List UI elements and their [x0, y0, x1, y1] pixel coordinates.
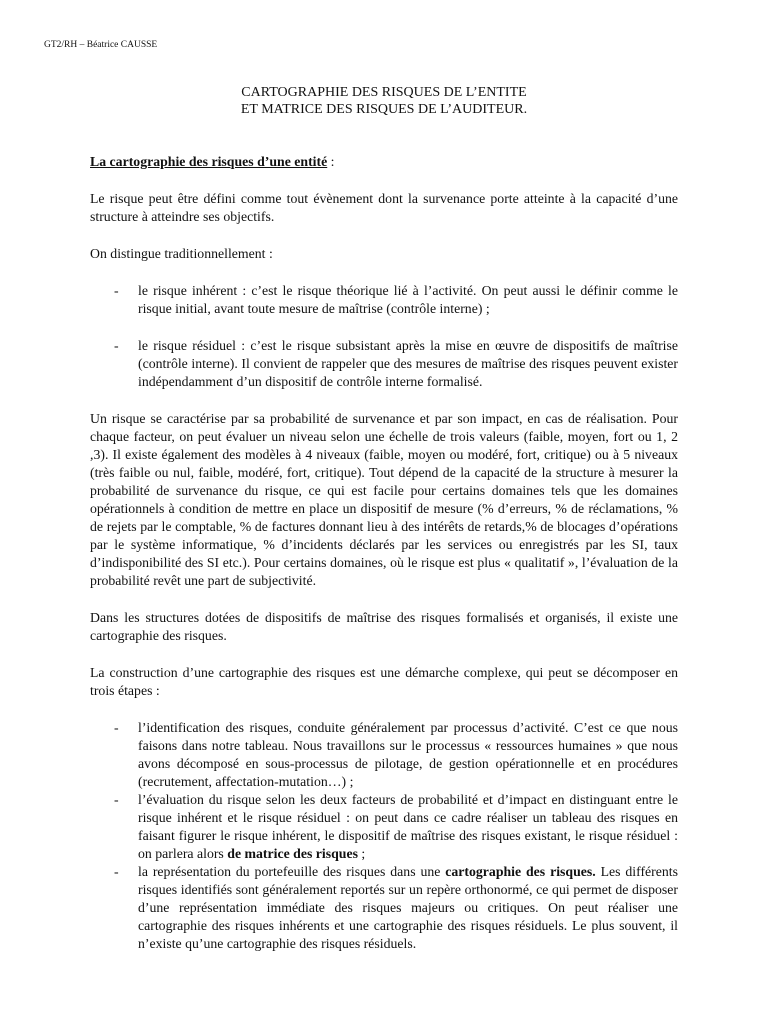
title-line-1: CARTOGRAPHIE DES RISQUES DE L’ENTITE — [241, 85, 527, 100]
risk-evaluation-paragraph: Un risque se caractérise par sa probabilité de survenance et par son impact, en cas de réalisation. Pour chaque facteur, on peut évaluer un niveau selon une échelle de trois valeurs (faible, moyen, fort ou 1, 2 ,3). Il existe également des modèles à 4 niveaux (faible, moyen ou modéré, fort, critique) ou à 5 niveaux (très faible ou nul, faible, modéré, fort, critique). Tout dépend de la capacité de la structure à mesurer la probabilité de survenance du risque, ce qui est facile pour certains domaines tels que les domaines opérationnels à condition de mettre en place un dispositif de mesure (% d’erreurs, % de réclamations, % de rejets par le comptable, % de factures donnant lieu à des intérêts de retards,% de blocages d’opérations par le système informatique, % d’incidents déclarés par les services ou enregistrés par les SI, taux d’indisponibilité des SI etc.). Pour certains domaines, où le risque est plus « qualitatif », l’évaluation de la probabilité revêt une part de subjectivité. — [90, 411, 678, 588]
intro-paragraph: On distingue traditionnellement : — [90, 246, 273, 261]
list-item-text: le risque inhérent : c’est le risque théorique lié à l’activité. On peut aussi le définir comme le risque initial, avant toute mesure de maîtrise (contrôle interne) ; — [138, 283, 678, 316]
list-item — [90, 337, 678, 391]
steps-list — [90, 719, 678, 953]
list-item — [90, 282, 678, 318]
construction-paragraph: La construction d’une cartographie des risques est une démarche complexe, qui peut se décomposer en trois étapes : — [90, 665, 678, 698]
section-heading: La cartographie des risques d’une entité — [90, 154, 328, 169]
bullet-dash: - — [114, 792, 119, 807]
list-item — [90, 719, 678, 791]
list-item — [90, 863, 678, 953]
bullet-dash: - — [114, 720, 119, 735]
list-item-text: l’identification des risques, conduite généralement par processus d’activité. C’est ce que nous faisons dans notre tableau. Nous travaillons sur le processus « ressources humaines » que nous avons décomposé en sous-processus de pilotage, de gestion opérationnelle et en procédures (recrutement, affectation-mutation…) ; — [138, 720, 678, 789]
document-title — [0, 84, 768, 118]
list-item-text: Les différents risques identifiés sont généralement reportés sur un repère orthonormé, ce qui permet de disposer d’une représentation immédiate des risques majeurs ou critiques. On peut réaliser une cartographie des risques inhérents et une cartographie des risques résiduels. Le plus souvent, il n’existe qu’une cartographie des risques résiduels. — [138, 864, 678, 951]
list-item — [90, 791, 678, 863]
risk-types-list — [90, 282, 678, 391]
bold-term: de matrice des risques — [227, 846, 358, 861]
list-item-text: l’évaluation du risque selon les deux facteurs de probabilité et d’impact en distinguant entre le risque inhérent et le risque résiduel : on peut dans ce cadre réaliser un tableau des risques en faisant figurer le risque inhérent, le dispositif de maîtrise des risques existant, le risque résiduel : on parlera alors — [138, 792, 678, 861]
structures-paragraph: Dans les structures dotées de dispositifs de maîtrise des risques formalisés et organisés, il existe une cartographie des risques. — [90, 610, 678, 643]
list-item-text: le risque résiduel : c’est le risque subsistant après la mise en œuvre de dispositifs de maîtrise (contrôle interne). Il convient de rappeler que des mesures de maîtrise des risques peuvent exister indépendamment d’un dispositif de contrôle interne formalisé. — [138, 338, 678, 389]
page-header: GT2/RH – Béatrice CAUSSE — [44, 40, 158, 50]
bullet-dash: - — [114, 864, 119, 879]
section-heading-suffix: : — [327, 154, 335, 169]
list-item-text: la représentation du portefeuille des risques dans une — [138, 864, 446, 879]
bullet-dash: - — [114, 283, 119, 298]
title-line-2: ET MATRICE DES RISQUES DE L’AUDITEUR. — [240, 102, 528, 117]
bullet-dash: - — [114, 338, 119, 353]
document-body — [90, 153, 678, 972]
section-heading-paragraph — [90, 153, 678, 171]
definition-paragraph: Le risque peut être défini comme tout évènement dont la survenance porte atteinte à la capacité d’une structure à atteindre ses objectifs. — [90, 191, 678, 224]
bold-term: cartographie des risques. — [445, 864, 596, 879]
list-item-text: ; — [357, 846, 366, 861]
